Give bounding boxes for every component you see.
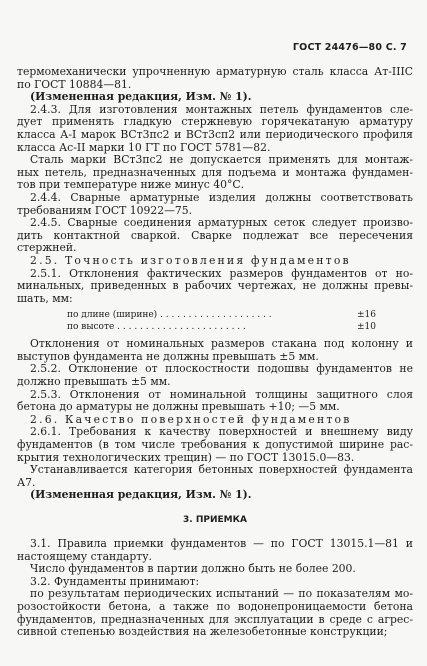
edition-note: (Измененная редакция, Изм. № 1). — [30, 91, 252, 104]
text-line: Сталь марки ВСт3пс2 не допускается применять для монтаж- — [30, 154, 413, 167]
text-line: Отклонения от номинальных размеров стакана под колонну и — [30, 338, 413, 351]
text-line: сивной степенью воздействия на железобетонные конструкции; — [17, 626, 388, 639]
text-line: стержней. — [17, 242, 77, 255]
tolerance-value: ±16 — [357, 310, 376, 321]
text-line: 2.5.3. Отклонения от номинальной толщины защитного слоя — [30, 388, 413, 401]
tolerance-label: по высоте — [67, 321, 115, 332]
text-line: класса А-I марок ВСт3пс2 и ВСт3сп2 или периодического профиля — [17, 128, 413, 141]
text-line: термомеханически упрочненную арматурную сталь класса Ат-IIIС — [17, 66, 413, 78]
subsection-heading: 2.6. Качество поверхностей фундаментов — [30, 413, 352, 426]
text-line: дует применять гладкую стержневую горячекатаную арматуру — [17, 116, 413, 129]
text-line: 3.1. Правила приемки фундаментов — по ГОСТ 13015.1—81 и — [30, 538, 413, 550]
text-line: 2.5.2. Отклонение от плоскостности подошвы фундаментов не — [30, 363, 413, 376]
text-line: фундаментов, предназначенных для эксплуатации в среде с агрес- — [17, 613, 413, 626]
text-line: тов при температуре ниже минус 40°С. — [17, 179, 245, 192]
text-line: настоящему стандарту. — [17, 550, 152, 563]
text-line: 2.5.1. Отклонения фактических размеров фундаментов от но- — [30, 267, 413, 280]
text-line: по результатам периодических испытаний — по показателям мо- — [30, 588, 413, 601]
tolerance-label: по длине (ширине) — [67, 310, 158, 321]
text-line: бетона до арматуры не должны превышать +10; —5 мм. — [17, 401, 340, 414]
text-line: шать, мм: — [17, 292, 73, 305]
text-line: розостойкости бетона, а также по водонепроницаемости бетона — [17, 600, 413, 613]
text-line: Число фундаментов в партии должно быть не более 200. — [30, 563, 356, 576]
subsection-heading: 2.5. Точность изготовления фундаментов — [30, 254, 351, 267]
page-header: ГОСТ 24476—80 С. 7 — [292, 42, 407, 53]
text-line: должно превышать ±5 мм. — [17, 376, 171, 389]
text-line: по ГОСТ 10884—81. — [17, 78, 132, 91]
text-line: класса Ас-II марки 10 ГТ по ГОСТ 5781—82. — [17, 141, 271, 154]
text-line: крытия технологических трещин) — по ГОСТ 13015.0—83. — [17, 451, 355, 464]
tolerance-row — [17, 322, 413, 334]
text-line: минальных, приведенных в рабочих чертежах, не должны превы- — [17, 280, 413, 293]
text-line: 2.6.1. Требования к качеству поверхностей и внешнему виду — [30, 426, 413, 439]
text-line: Устанавливается категория бетонных поверхностей фундамента — [30, 464, 413, 477]
section-title: 3. ПРИЕМКА — [183, 515, 247, 525]
tolerance-leader: . . . . . . . . . . . . . . . . . . . . — [160, 310, 272, 321]
tolerance-row — [17, 310, 413, 322]
text-line: требованиям ГОСТ 10922—75. — [17, 204, 193, 217]
document-body — [17, 66, 413, 639]
text-line: 2.4.5. Сварные соединения арматурных сеток следует произво- — [30, 217, 413, 230]
text-line: дить контактной сваркой. Сварке подлежат все пересечения — [17, 229, 413, 242]
tolerance-value: ±10 — [357, 321, 376, 332]
text-line: выступов фундамента не должны превышать ±5 мм. — [17, 350, 319, 363]
text-line: ных петель, предназначенных для подъема и монтажа фундамен- — [17, 166, 413, 179]
text-line: А7. — [17, 476, 36, 489]
tolerance-leader: . . . . . . . . . . . . . . . . . . . . . . . — [117, 321, 246, 332]
text-line: 2.4.4. Сварные арматурные изделия должны соответствовать — [30, 191, 413, 204]
text-line: фундаментов (в том числе требования к допустимой ширине рас- — [17, 439, 413, 452]
text-line: 2.4.3. Для изготовления монтажных петель фундаментов сле- — [30, 103, 413, 116]
text-line: 3.2. Фундаменты принимают: — [30, 575, 200, 588]
edition-note: (Измененная редакция, Изм. № 1). — [30, 489, 252, 502]
